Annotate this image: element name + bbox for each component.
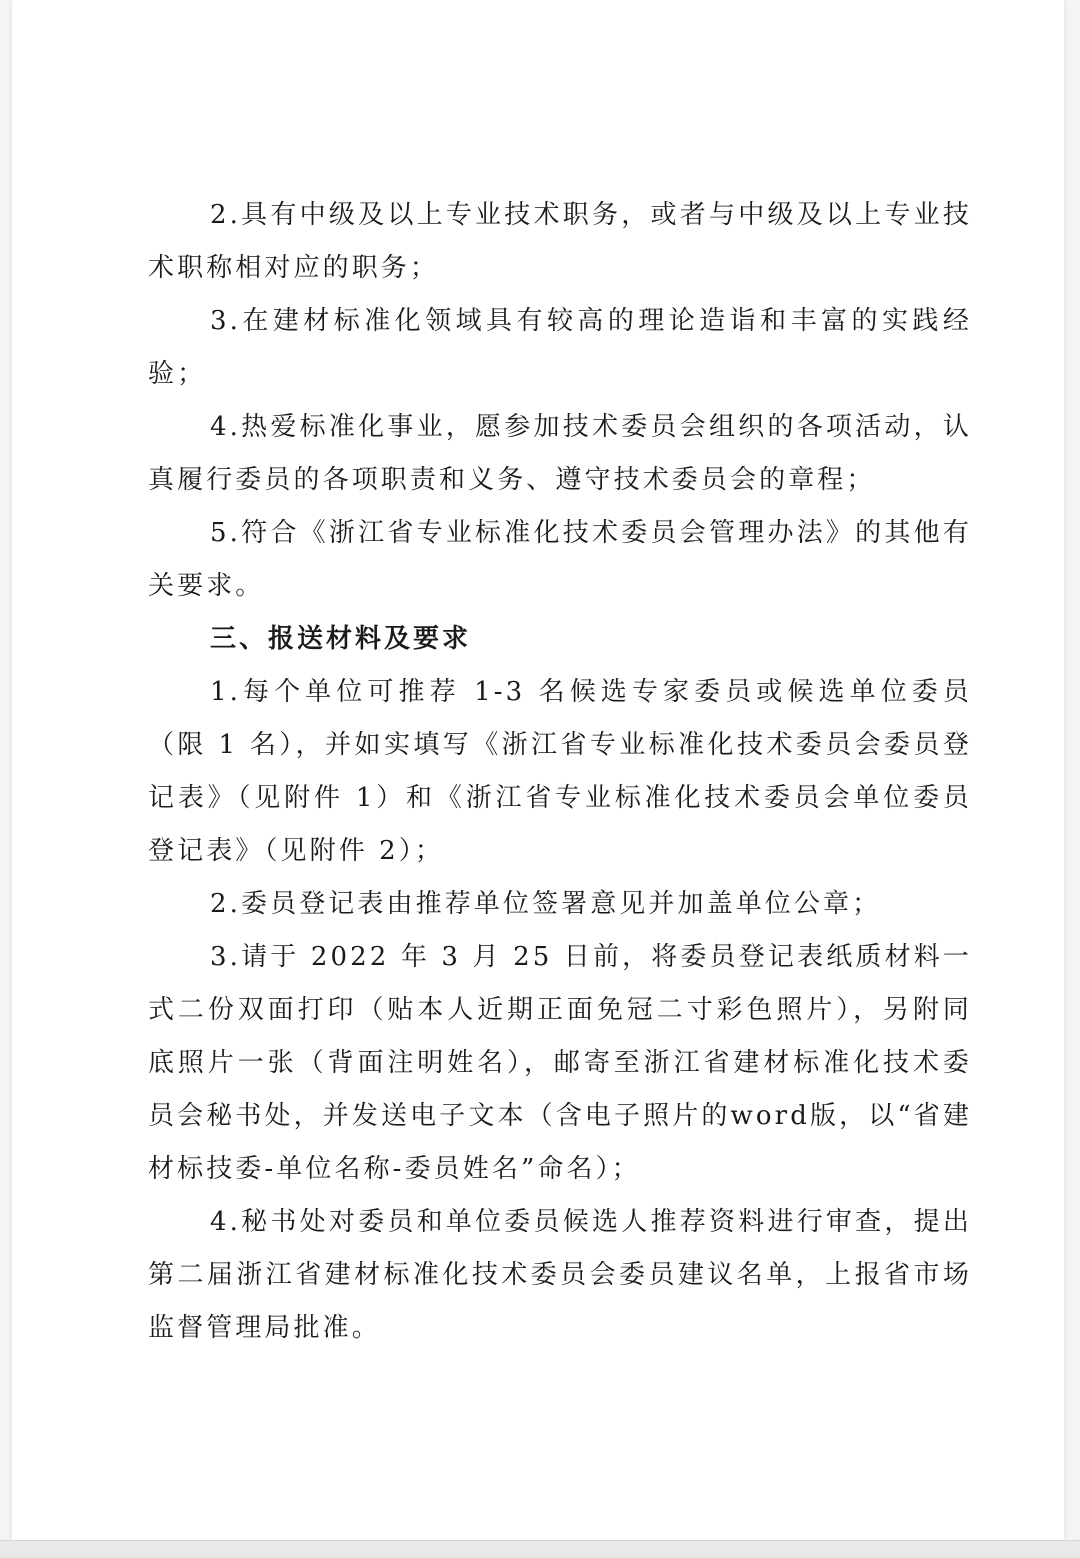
section-heading: 三、报送材料及要求: [210, 624, 472, 654]
document-body: [148, 189, 972, 1355]
requirement-item-5: 5.符合《浙江省专业标准化技术委员会管理办法》的其他有关要求。: [148, 518, 972, 601]
submission-item-3: 3.请于 2022 年 3 月 25 日前，将委员登记表纸质材料一式二份双面打印（贴本人近期正面免冠二寸彩色照片），另附同底照片一张（背面注明姓名），邮寄至浙江省建材标准化技术委员会秘书处，并发送电子文本（含电子照片的word版，以“省建材标技委-单位名称-委员姓名”命名）；: [148, 942, 972, 1184]
requirement-item-4: 4.热爱标准化事业，愿参加技术委员会组织的各项活动，认真履行委员的各项职责和义务、遵守技术委员会的章程；: [148, 412, 972, 495]
document-page: [12, 0, 1064, 1540]
submission-item-2: 2.委员登记表由推荐单位签署意见并加盖单位公章；: [210, 889, 882, 919]
requirement-item-3: 3.在建材标准化领域具有较高的理论造诣和丰富的实践经验；: [148, 306, 972, 389]
bottom-bar: [0, 1540, 1080, 1558]
submission-item-1: 1.每个单位可推荐 1-3 名候选专家委员或候选单位委员（限 1 名），并如实填写《浙江省专业标准化技术委员会委员登记表》（见附件 1）和《浙江省专业标准化技术委员会单位委员登记表》（见附件 2）；: [148, 677, 972, 866]
submission-item-4: 4.秘书处对委员和单位委员候选人推荐资料进行审查，提出第二届浙江省建材标准化技术委员会委员建议名单，上报省市场监督管理局批准。: [148, 1207, 972, 1343]
requirement-item-2: 2.具有中级及以上专业技术职务，或者与中级及以上专业技术职称相对应的职务；: [148, 200, 972, 283]
